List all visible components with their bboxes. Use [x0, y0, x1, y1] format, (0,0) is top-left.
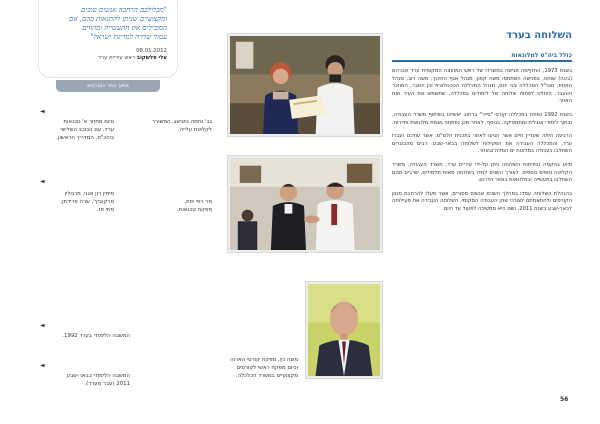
caption-line: המשבה הלימודי בערד 1992. [62, 333, 130, 339]
quote-author-title: ראש עיריית ערד [98, 55, 135, 61]
article [392, 30, 572, 214]
caption-line: 2011 (עבר מערד). [84, 381, 130, 387]
caption-campus-arad [30, 332, 130, 340]
caption-photo-1 [114, 118, 212, 134]
guestbook-tab-label: מתוך ספר האורחים [56, 80, 160, 92]
article-paragraph: סיוע בהקמה ובפיתוח השלוחה ניתן על-ידי עיריית ערד, משרד העבודה, משרד הקליטה וגופים נוספים. לאורך השנים למדו בשלוחה מאות תלמידים, שרבים מהם השתלבו בתעשייה ובמלונאות באזור הדרום. [392, 161, 572, 184]
quote-line: המובילים את התעשייה ומהווים [82, 24, 167, 32]
quote-author-name: עלי פלשקוב [136, 55, 167, 61]
caption-line: מימין רון אגני, מרגולין [64, 191, 114, 197]
article-body [392, 68, 572, 214]
quote-line: "מכלולכם הרחבה אנשים טובים [81, 6, 167, 14]
caption-line: מרקוביץ', שרה פרידמן, [60, 199, 114, 205]
article-title: השלוחה בערד [506, 30, 572, 41]
article-paragraph: בשנת 1992 נפתח במכללה קורס "סייר" ברחוב יאשיהו בשיתוף משרד העבודה, ובתוך לימודי אנגלית ומתמטיקה. בנוסף, לאחר מכן נפתחה מגמת מלונאות ותיירות. [392, 111, 572, 126]
quote-line: ומקצועיים שניתן להתגאות בהם, אם [68, 15, 167, 23]
caption-line: לקליטת עלייה. [178, 127, 212, 133]
arrow-left-icon: ◄ [40, 108, 45, 115]
arrow-left-icon: ◄ [40, 362, 45, 369]
caption-line: ביהכ"ס, המדריך הראשון. [56, 135, 114, 141]
photo-certificate-ceremony [228, 34, 382, 136]
caption-campus-beersheva [30, 372, 130, 388]
caption-line: מר רפי יפת, [184, 199, 212, 205]
article-paragraph: בהנהלת השלוחה עמדו במהלך השנים אנשים מסורים, אשר פעלו להרחבת מגוון הקורסים ולהתאמתם לצורכי שוק העבודה המקומי. השלוחה העבירה את פעילותה לבאר-שבע בשנת 2011, ושם היא ממשיכה לפעול עד היום. [392, 190, 572, 212]
caption-line: ערד, עם הכוכב השלישי [60, 127, 114, 133]
caption-line: סיום מחזור א' טכנאות [63, 119, 114, 125]
quote-text [49, 6, 167, 42]
caption-line: מתי פז. [96, 207, 114, 213]
caption-photo-3 [188, 356, 298, 380]
caption-line: גב' נחמה נתניאג, המשורר [152, 119, 212, 125]
article-paragraph: הרגיעה היתה שעדיין חיים אשר הגיעו לאזור בתכנית הלמ"ס, אשר עודכנו ועברו ערד, והמכללה העבירה את הפעילות לשלוחה בבאר-שבע. רבים מהבוגרים השתלבו בעבודה במלונות ים המלח ובאזור. [392, 133, 572, 155]
article-paragraph: בשנת 1973, התקיימה פגישה במשרדו של ראש המועצה המקומית ערד אברהם (ביגה) שוחט, בפגישה השתתפו משה קפון, מנהל אגף החינוך, משה רוב, מנהל המחוז, מנכ"ל המכללה צבי יונס, מנהל המכללה הטכנולוגית וכן התבר, המוזכר והועבר. הוחלט לפתוח שלוחה של לימודים במכללה, שתשמש את העיר ואת האזור. [392, 68, 572, 105]
quote-date: 08.01.2012 [136, 48, 167, 54]
guestbook-quote-box [38, 0, 178, 78]
caption-line: מפקח טכנאות. [177, 207, 212, 213]
page-number: 56 [560, 396, 569, 403]
caption-line: המשבה הלימודי בבאר-שבע [66, 373, 130, 379]
arrow-left-icon: ◄ [40, 178, 45, 185]
article-subtitle: כולל ביה"ס למלונאות [392, 52, 572, 62]
caption-line: וכיום מפקח ראשי לקורסים [236, 365, 298, 371]
photo-handshake [228, 156, 382, 252]
quote-line: עמוד שדרה למדינת ישראל" [90, 33, 167, 41]
arrow-left-icon: ◄ [40, 322, 45, 329]
caption-line: משה כץ, מפקח קורסי הארוה [230, 357, 298, 363]
quote-meta [49, 48, 167, 62]
caption-photo-2 [148, 198, 212, 214]
photo-portrait [306, 282, 382, 378]
caption-graduation [30, 118, 114, 142]
caption-line: מקצועיים במשרד הכלכלה. [235, 373, 298, 379]
caption-right-to-left [30, 190, 114, 214]
